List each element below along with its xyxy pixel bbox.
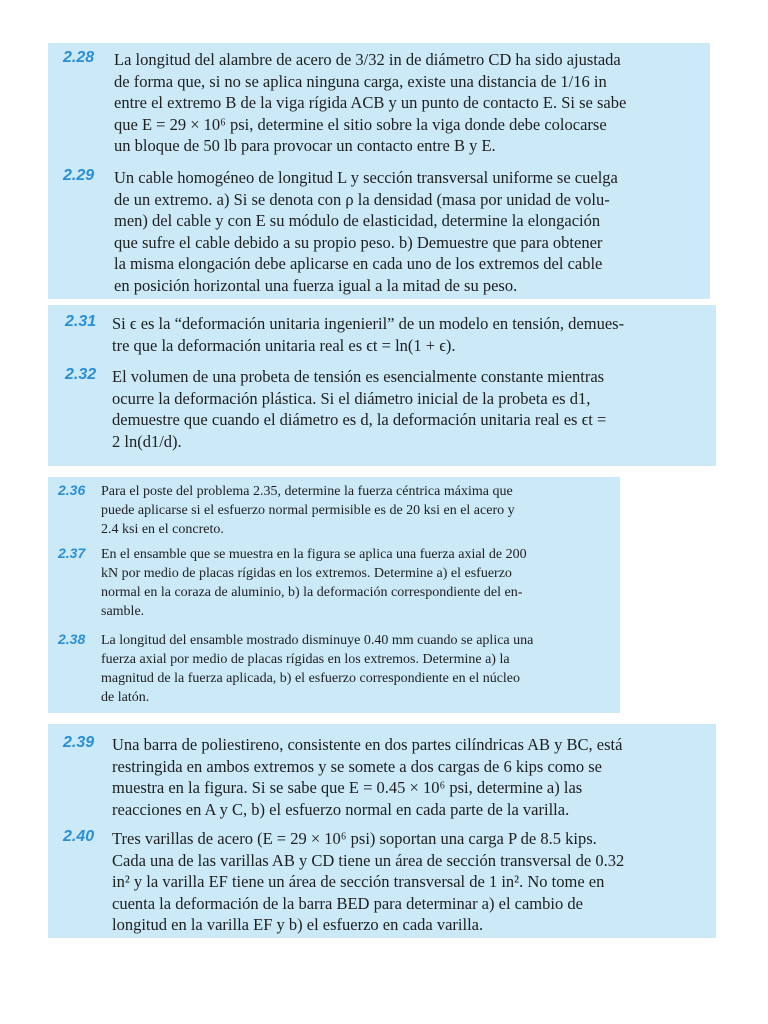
text-line: Cada una de las varillas AB y CD tiene un área de sección transversal de 0.32 bbox=[112, 850, 625, 870]
text-line: reacciones en A y C, b) el esfuerzo normal en cada parte de la varilla. bbox=[112, 799, 570, 819]
text-line: kN por medio de placas rígidas en los extremos. Determine a) el esfuerzo bbox=[101, 566, 512, 581]
text-line: men) del cable y con E su módulo de elasticidad, determine la elongación bbox=[114, 211, 601, 230]
text-line: Tres varillas de acero (E = 29 × 10⁶ psi) soportan una carga P de 8.5 kips. bbox=[112, 829, 597, 848]
problem-text bbox=[101, 545, 608, 621]
problem-2-36 bbox=[58, 482, 608, 539]
problem-text bbox=[112, 366, 701, 452]
problem-text bbox=[101, 482, 608, 539]
text-line: normal en la coraza de aluminio, b) la deformación correspondiente del en- bbox=[101, 585, 523, 600]
text-line: fuerza axial por medio de placas rígidas en los extremos. Determine a) la bbox=[101, 652, 510, 667]
problem-number: 2.29 bbox=[63, 167, 95, 184]
problem-2-28 bbox=[63, 49, 695, 157]
problem-2-39 bbox=[63, 734, 701, 820]
text-line: entre el extremo B de la viga rígida ACB y un punto de contacto E. Si se sabe bbox=[114, 93, 627, 112]
text-line: El volumen de una probeta de tensión es esencialmente constante mientras bbox=[112, 367, 605, 386]
text-line: restringida en ambos extremos y se somete a dos cargas de 6 kips como se bbox=[112, 756, 602, 776]
text-line: que E = 29 × 10⁶ psi, determine el sitio sobre la viga donde debe colocarse bbox=[114, 114, 607, 134]
text-line: puede aplicarse si el esfuerzo normal permisible es de 20 ksi en el acero y bbox=[101, 503, 515, 518]
text-line: in² y la varilla EF tiene un área de sección transversal de 1 in². No tome en bbox=[112, 872, 605, 891]
problem-text bbox=[112, 313, 701, 356]
text-line: demuestre que cuando el diámetro es d, la deformación unitaria real es ϵt = bbox=[112, 410, 607, 429]
text-line: Si ϵ es la “deformación unitaria ingenieril” de un modelo en tensión, demues- bbox=[112, 314, 625, 333]
problem-2-38 bbox=[58, 631, 608, 707]
text-line: en posición horizontal una fuerza igual a la mitad de su peso. bbox=[114, 275, 518, 295]
text-line: samble. bbox=[101, 604, 145, 619]
problem-2-29 bbox=[63, 167, 695, 296]
text-line: muestra en la figura. Si se sabe que E = 0.45 × 10⁶ psi, determine a) las bbox=[112, 778, 583, 797]
problem-number: 2.39 bbox=[63, 734, 95, 751]
problem-number: 2.40 bbox=[63, 828, 95, 845]
text-line: longitud en la varilla EF y b) el esfuerzo en cada varilla. bbox=[112, 915, 484, 934]
problem-panel-2 bbox=[48, 305, 716, 466]
problem-number: 2.38 bbox=[58, 631, 86, 647]
problem-panel-3 bbox=[48, 477, 620, 713]
text-line: un bloque de 50 lb para provocar un contacto entre B y E. bbox=[114, 136, 496, 155]
text-line: Un cable homogéneo de longitud L y sección transversal uniforme se cuelga bbox=[114, 168, 618, 187]
problem-text bbox=[112, 734, 701, 820]
problem-text bbox=[112, 828, 701, 936]
text-line: 2.4 ksi en el concreto. bbox=[101, 522, 224, 537]
text-line: 2 ln(d1/d). bbox=[112, 431, 182, 451]
text-line: Una barra de poliestireno, consistente en dos partes cilíndricas AB y BC, está bbox=[112, 735, 623, 754]
problem-text bbox=[101, 631, 608, 707]
text-line: de un extremo. a) Si se denota con ρ la densidad (masa por unidad de volu- bbox=[114, 189, 610, 209]
problem-text bbox=[114, 49, 695, 157]
text-line: En el ensamble que se muestra en la figura se aplica una fuerza axial de 200 bbox=[101, 547, 527, 562]
text-line: La longitud del alambre de acero de 3/32 in de diámetro CD ha sido ajustada bbox=[114, 50, 621, 69]
text-line: de latón. bbox=[101, 690, 150, 705]
problem-panel-4 bbox=[48, 724, 716, 938]
problem-number: 2.31 bbox=[65, 313, 97, 330]
text-line: Para el poste del problema 2.35, determine la fuerza céntrica máxima que bbox=[101, 484, 513, 499]
text-line: tre que la deformación unitaria real es ϵt = ln(1 + ϵ). bbox=[112, 335, 456, 355]
problem-number: 2.32 bbox=[65, 366, 97, 383]
problem-2-37 bbox=[58, 545, 608, 621]
problem-number: 2.37 bbox=[58, 545, 86, 561]
text-line: de forma que, si no se aplica ninguna carga, existe una distancia de 1/16 in bbox=[114, 71, 607, 91]
problem-2-32 bbox=[65, 366, 701, 452]
problem-panel-1 bbox=[48, 43, 710, 299]
problem-2-31 bbox=[65, 313, 701, 356]
problem-number: 2.28 bbox=[63, 49, 95, 66]
text-line: La longitud del ensamble mostrado disminuye 0.40 mm cuando se aplica una bbox=[101, 633, 534, 648]
text-line: cuenta la deformación de la barra BED para determinar a) el cambio de bbox=[112, 893, 583, 913]
problem-text bbox=[114, 167, 695, 296]
text-line: que sufre el cable debido a su propio peso. b) Demuestre que para obtener bbox=[114, 232, 603, 252]
text-line: ocurre la deformación plástica. Si el diámetro inicial de la probeta es d1, bbox=[112, 388, 591, 408]
problem-number: 2.36 bbox=[58, 482, 86, 498]
text-line: magnitud de la fuerza aplicada, b) el esfuerzo correspondiente en el núcleo bbox=[101, 671, 521, 686]
problem-2-40 bbox=[63, 828, 701, 936]
text-line: la misma elongación debe aplicarse en cada uno de los extremos del cable bbox=[114, 254, 603, 273]
